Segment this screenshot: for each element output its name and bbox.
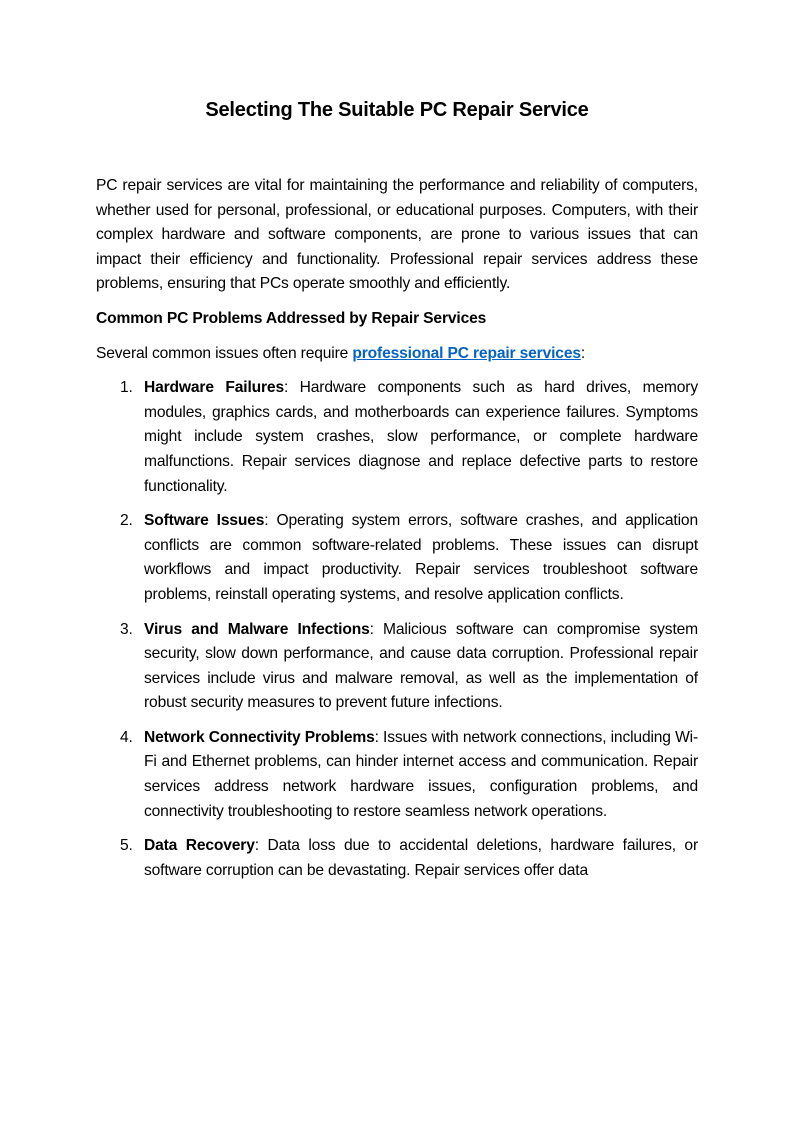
document-page — [96, 96, 698, 893]
lead-colon: : — [580, 344, 586, 362]
repair-services-link[interactable]: professional PC repair services — [352, 344, 581, 362]
page-title: Selecting The Suitable PC Repair Service — [205, 99, 589, 121]
list-item-text: : Issues with network connections, including Wi-Fi and Ethernet problems, can hinder internet access and communication. Repair services address network hardware issues, configuration problems, and connectivity troubleshooting to restore seamless network operations. — [144, 728, 698, 820]
list-item-term: Virus and Malware Infections — [144, 620, 370, 638]
list-item-number: 1. — [120, 379, 133, 397]
list-item-network-connectivity — [96, 726, 698, 824]
list-item-term: Data Recovery — [144, 837, 255, 855]
list-item-software-issues — [96, 509, 698, 607]
intro-paragraph: PC repair services are vital for maintaining the performance and reliability of computers, whether used for personal, professional, or educational purposes. Computers, with their complex hardware and software components, are prone to various issues that can impact their efficiency and functionality. Professional repair services address these problems, ensuring that PCs operate smoothly and efficiently. — [96, 177, 698, 293]
list-item-text: : Hardware components such as hard drives, memory modules, graphics cards, and motherboards can experience failures. Symptoms might include system crashes, slow performance, or complete hardware malfunctions. Repair services diagnose and replace defective parts to restore functionality. — [144, 379, 698, 495]
list-item-hardware-failures — [96, 376, 698, 499]
list-item-number: 4. — [120, 728, 133, 746]
lead-text: Several common issues often require — [96, 344, 353, 362]
list-item-term: Network Connectivity Problems — [144, 728, 375, 746]
problem-list — [96, 376, 698, 883]
list-item-text: : Malicious software can compromise system security, slow down performance, and cause data corruption. Professional repair services include virus and malware removal, as well as the implementation of robust security measures to prevent future infections. — [144, 620, 698, 712]
list-item-virus-malware — [96, 618, 698, 716]
list-item-text: : Data loss due to accidental deletions, hardware failures, or software corruption can be devastating. Repair services offer data — [144, 837, 698, 879]
list-item-term: Hardware Failures — [144, 379, 284, 397]
list-item-number: 3. — [120, 620, 133, 638]
list-item-number: 5. — [120, 837, 133, 855]
list-item-data-recovery — [96, 834, 698, 883]
section-heading: Common PC Problems Addressed by Repair Services — [96, 309, 487, 327]
list-item-text: : Operating system errors, software crashes, and application conflicts are common software-related problems. These issues can disrupt workflows and impact productivity. Repair services troubleshoot software problems, reinstall operating systems, and resolve application conflicts. — [144, 512, 698, 603]
list-item-number: 2. — [120, 512, 133, 530]
list-item-term: Software Issues — [144, 512, 265, 530]
lead-paragraph — [96, 342, 698, 367]
